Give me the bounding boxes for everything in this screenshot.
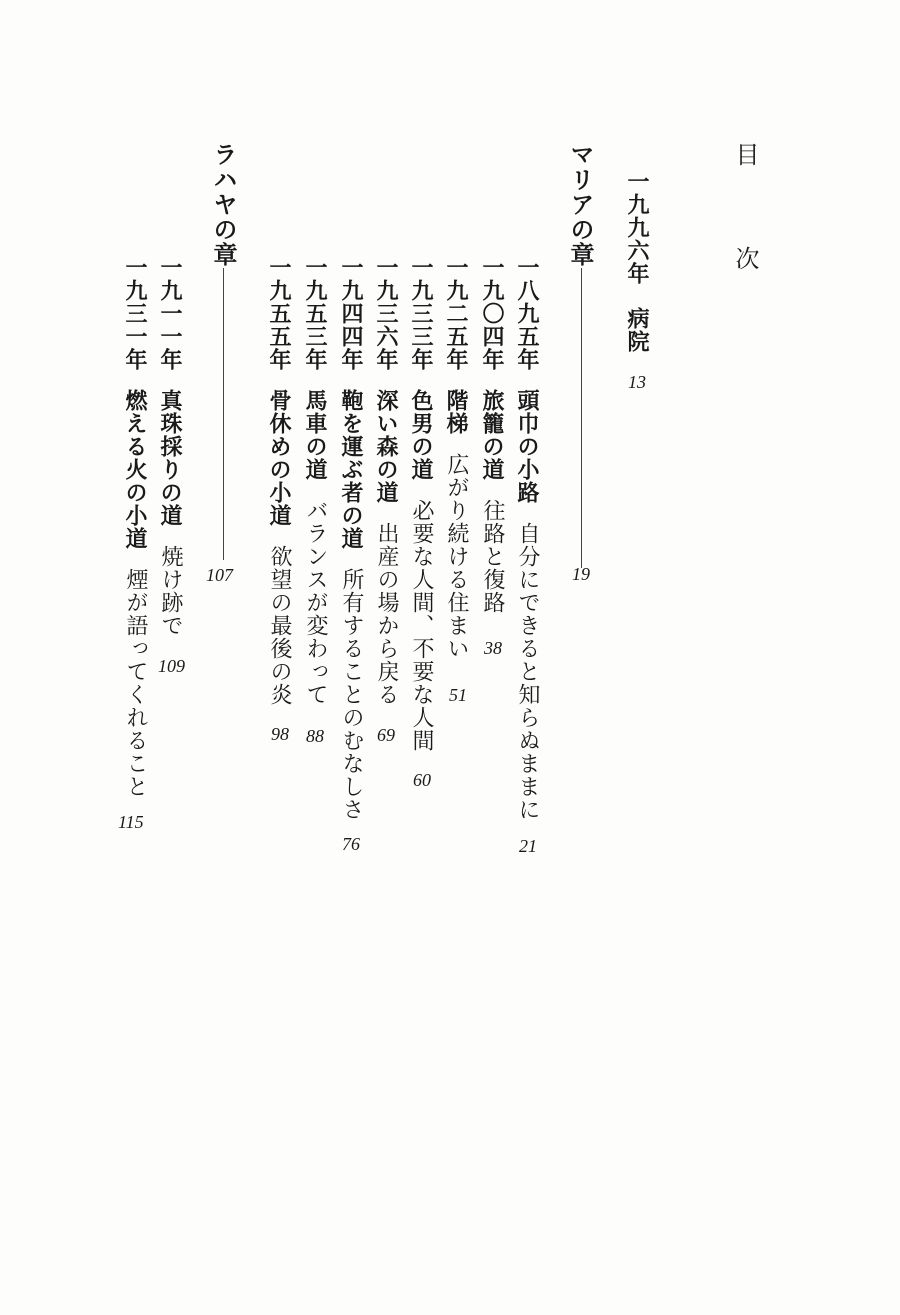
- chapter-year: 一九一一年: [157, 256, 183, 371]
- chapter-entry: [304, 256, 326, 706]
- chapter-entry: [481, 256, 503, 614]
- chapter-year: 一九三三年: [408, 256, 434, 371]
- chapter-subtitle: 所有することのむなしさ: [339, 568, 364, 821]
- chapter-year: 一九五五年: [266, 256, 292, 371]
- chapter-title: 色男の道: [408, 389, 434, 481]
- chapter-title: 階梯: [443, 389, 469, 435]
- chapter-page: 115: [118, 812, 144, 832]
- chapter-title: 頭巾の小路: [514, 389, 540, 504]
- chapter-entry: [410, 256, 432, 752]
- chapter-title: 馬車の道: [302, 389, 328, 481]
- chapter-page: 60: [413, 770, 431, 790]
- chapter-page: 76: [342, 834, 360, 854]
- chapter-year: 一八九五年: [514, 256, 540, 371]
- chapter-subtitle: 往路と復路: [480, 499, 505, 614]
- chapter-entry: [516, 256, 538, 821]
- chapter-page: 51: [449, 685, 467, 705]
- chapter-year: 一九五三年: [302, 256, 328, 371]
- prologue-entry: [626, 170, 648, 353]
- part-page-maria: 19: [572, 564, 590, 584]
- chapter-title: 真珠採りの道: [157, 389, 183, 527]
- part-title-maria: マリアの章: [566, 142, 595, 267]
- chapter-title: 燃える火の小道: [122, 389, 148, 550]
- toc-heading: 目 次: [731, 142, 759, 296]
- chapter-title: 深い森の道: [373, 389, 399, 504]
- chapter-page: 69: [377, 725, 395, 745]
- prologue-year: 一九九六年: [624, 170, 650, 285]
- chapter-entry: [159, 256, 181, 637]
- part-page-rahaya: 107: [206, 565, 233, 585]
- chapter-year: 一九三六年: [373, 256, 399, 371]
- chapter-subtitle: 自分にできると知らぬままに: [515, 522, 540, 821]
- chapter-page: 109: [158, 656, 185, 676]
- chapter-subtitle: 出産の場から戻る: [374, 522, 399, 706]
- chapter-year: 一九二五年: [443, 256, 469, 371]
- chapter-year: 一九〇四年: [479, 256, 505, 371]
- prologue-title: 病院: [624, 307, 650, 353]
- chapter-page: 88: [306, 726, 324, 746]
- chapter-subtitle: 焼け跡で: [158, 545, 183, 637]
- part-rule-rahaya: [223, 268, 224, 560]
- chapter-page: 21: [519, 836, 537, 856]
- chapter-subtitle: 必要な人間、不要な人間: [409, 499, 434, 752]
- chapter-entry: [268, 256, 290, 706]
- part-title-rahaya: ラハヤの章: [209, 142, 238, 267]
- chapter-title: 鞄を運ぶ者の道: [338, 389, 364, 550]
- chapter-title: 旅籠の道: [479, 389, 505, 481]
- chapter-entry: [445, 256, 467, 660]
- prologue-page: 13: [628, 372, 646, 392]
- chapter-page: 98: [271, 724, 289, 744]
- chapter-entry: [340, 256, 362, 821]
- chapter-year: 一九三一年: [122, 256, 148, 371]
- chapter-subtitle: 煙が語ってくれること: [123, 568, 148, 798]
- chapter-year: 一九四四年: [338, 256, 364, 371]
- chapter-entry: [375, 256, 397, 706]
- chapter-subtitle: 欲望の最後の炎: [267, 545, 292, 706]
- chapter-subtitle: 広がり続ける住まい: [444, 453, 469, 660]
- chapter-entry: [124, 256, 146, 798]
- chapter-title: 骨休めの小道: [266, 389, 292, 527]
- chapter-page: 38: [484, 638, 502, 658]
- part-rule-maria: [581, 268, 582, 568]
- chapter-subtitle: バランスが変わって: [303, 499, 328, 706]
